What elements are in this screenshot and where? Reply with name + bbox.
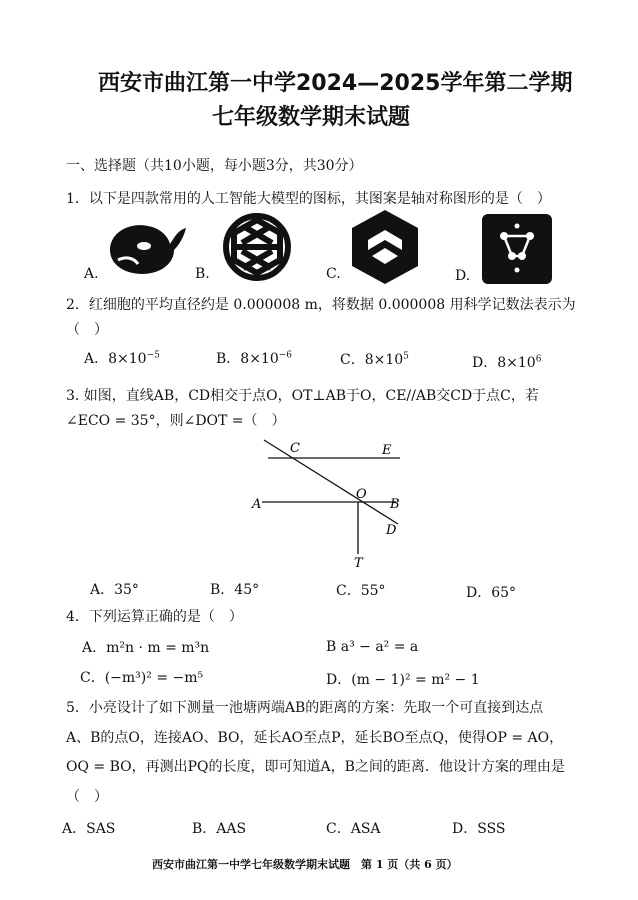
q5-option-a: A．SAS — [62, 821, 116, 837]
q5-option-b: B．AAS — [192, 821, 247, 837]
label-o: O — [356, 487, 367, 502]
option-base: 8×10 — [240, 351, 279, 367]
option-base: 8×10 — [108, 351, 147, 367]
label-c: C — [290, 441, 300, 456]
q2-option-b — [216, 348, 292, 368]
label-b: B — [390, 497, 400, 512]
q5-option-d: D．SSS — [452, 821, 506, 837]
section-heading: 一、选择题（共10小题，每小题3分，共30分） — [66, 158, 363, 174]
page-footer: 西安市曲江第一中学七年级数学期末试题 第 1 页（共 6 页） — [152, 858, 458, 871]
label-t: T — [354, 556, 363, 571]
option-label: D． — [472, 355, 498, 371]
q3-option-d: D．65° — [466, 585, 517, 601]
q4-stem: 4．下列运算正确的是（ ） — [66, 609, 243, 625]
q4-option-c: C．(−m³)² = −m⁵ — [80, 670, 204, 686]
label-d: D — [386, 523, 397, 538]
whale-logo-icon — [104, 216, 192, 278]
q2-option-c — [340, 349, 409, 369]
option-exponent: −5 — [146, 350, 160, 361]
q5-line3: OQ = BO，再测出PQ的长度，即可知道A，B之间的距离．他设计方案的理由是 — [66, 759, 565, 775]
option-label: A． — [84, 351, 109, 367]
page-subtitle: 七年级数学期末试题 — [212, 105, 411, 130]
option-label: B． — [216, 351, 241, 367]
q2-option-d — [472, 352, 541, 372]
q2-option-a — [84, 348, 160, 368]
q3-stem: 3. 如图，直线AB，CD相交于点O，OT⊥AB于O，CE//AB交CD于点C，若 — [66, 388, 539, 404]
line-cd — [264, 440, 398, 524]
q5-line2: A、B的点O，连接AO、BO，延长AO至点P，延长BO至点Q，使得OP = AO， — [66, 730, 564, 746]
option-exponent: 6 — [535, 354, 542, 365]
label-a: A — [252, 497, 262, 512]
q3-stem-line2: ∠ECO = 35°，则∠DOT =（ ） — [66, 413, 286, 429]
page-title: 西安市曲江第一中学2024—2025学年第二学期 — [98, 71, 573, 96]
q3-option-c: C．55° — [336, 583, 386, 599]
q5-line1: 5．小亮设计了如下测量一池塘两端AB的距离的方案：先取一个可直接到达点 — [66, 700, 544, 716]
q1-option-b-label: B. — [195, 266, 210, 282]
q4-option-d: D．(m − 1)² = m² − 1 — [326, 672, 480, 688]
geometry-figure — [240, 432, 420, 572]
q2-stem-bracket: （ ） — [66, 322, 108, 338]
hexagon-logo-icon — [348, 208, 422, 286]
option-label: C． — [340, 352, 365, 368]
q1-stem: 1．以下是四款常用的人工智能大模型的图标，其图案是轴对称图形的是（ ） — [66, 191, 551, 207]
network-logo-icon — [482, 214, 552, 284]
q5-line4: （ ） — [66, 789, 108, 805]
option-exponent: 5 — [403, 351, 409, 362]
q3-option-a: A．35° — [90, 582, 139, 598]
option-base: 8×10 — [497, 355, 536, 371]
q1-option-d-label: D. — [455, 268, 471, 284]
knot-logo-icon — [218, 208, 296, 286]
option-exponent: −6 — [278, 350, 293, 361]
q1-option-a-label: A. — [84, 266, 99, 282]
q1-option-c-label: C. — [326, 266, 341, 282]
q4-option-a: A．m²n · m = m³n — [82, 640, 210, 656]
q2-stem: 2．红细胞的平均直径约是 0.000008 m，将数据 0.000008 用科学记数法表示为 — [66, 297, 576, 313]
q5-option-c: C．ASA — [326, 821, 381, 837]
q3-option-b: B．45° — [210, 582, 260, 598]
option-base: 8×10 — [364, 352, 404, 368]
q4-option-b: B a³ − a² = a — [326, 639, 419, 655]
label-e: E — [382, 443, 392, 458]
